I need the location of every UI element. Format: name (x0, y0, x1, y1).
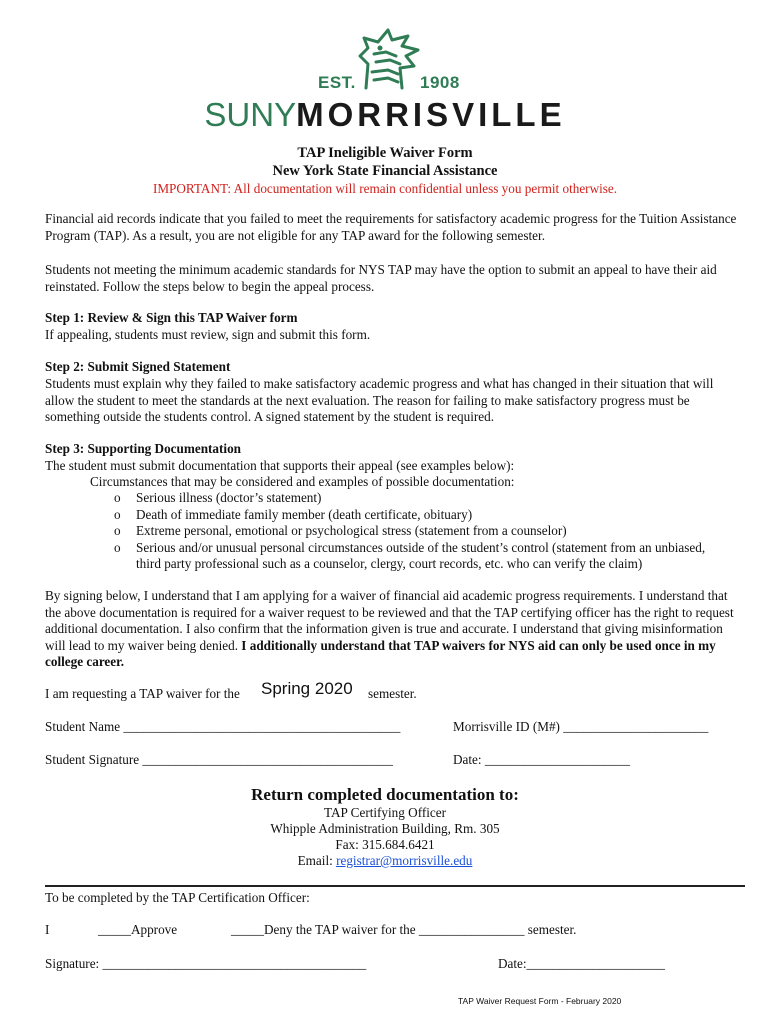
approve-field[interactable]: _____Approve (98, 922, 178, 937)
step2-body: Students must explain why they failed to make satisfactory academic progress and what has changed in their situation that will allow the student to meet the standards at the next evaluation. The reason for failing to make satisfactory progress must be something outside the students control. A signed statement by the student is required. (45, 376, 714, 425)
list-item-text: Extreme personal, emotional or psychological stress (statement from a counselor) (136, 523, 567, 539)
agreement-paragraph (45, 588, 745, 671)
list-item-text: Death of immediate family member (death certificate, obituary) (136, 506, 473, 522)
horse-head-icon (348, 26, 428, 96)
wordmark-name: MORRISVILLE (296, 96, 566, 133)
bullet-marker: o (114, 506, 121, 522)
confidential-notice: IMPORTANT: All documentation will remain confidential unless you permit otherwise. (152, 181, 618, 196)
intro-paragraph-1: Financial aid records indicate that you failed to meet the requirements for satisfactory academic progress for the Tuition Assistance Program (TAP). As a result, you are not eligible for any TAP award for the following semester. (45, 211, 737, 243)
return-heading: Return completed documentation to: (251, 785, 519, 804)
year-label: 1908 (420, 73, 460, 92)
agreement-text: By signing below, I understand that I am applying for a waiver of financial aid academic progress requirements. I understand that the above documentation is required for a waiver request to be reviewed and that the TAP certifying officer has the right to request additional documentation. I also confirm that the information given is true and accurate. I understand that giving misinformation will lead to my waiver being denied. (45, 588, 734, 653)
list-item-text: Serious illness (doctor’s statement) (136, 490, 322, 505)
request-suffix: semester. (368, 686, 417, 701)
step1-body: If appealing, students must review, sign and submit this form. (45, 327, 371, 342)
step3-body: The student must submit documentation that supports their appeal (see examples below): (45, 458, 515, 473)
return-fax: Fax: 315.684.6421 (335, 837, 435, 852)
bullet-marker: o (114, 523, 121, 539)
step2-heading: Step 2: Submit Signed Statement (45, 359, 231, 374)
officer-date-field[interactable]: Date:_____________________ (498, 956, 666, 971)
wordmark-suny: SUNY (204, 96, 297, 133)
step1-heading: Step 1: Review & Sign this TAP Waiver form (45, 310, 298, 325)
list-item (90, 523, 750, 540)
email-link[interactable]: registrar@morrisville.edu (336, 853, 473, 868)
officer-i-label: I (45, 922, 50, 937)
form-subtitle: New York State Financial Assistance (272, 163, 498, 179)
officer-heading: To be completed by the TAP Certification Officer: (45, 890, 310, 905)
bullet-marker: o (114, 490, 121, 505)
morrisville-id-field[interactable]: Morrisville ID (M#) ______________________ (453, 719, 709, 734)
est-label: EST. (318, 73, 356, 92)
return-recipient: TAP Certifying Officer (324, 805, 446, 820)
request-prefix: I am requesting a TAP waiver for the (45, 686, 240, 701)
bullet-marker: o (114, 539, 121, 555)
return-email-line (0, 853, 770, 869)
return-building: Whipple Administration Building, Rm. 305 (270, 821, 500, 836)
section-divider (45, 885, 745, 887)
student-signature-field[interactable]: Student Signature ______________________________________ (45, 752, 393, 767)
list-item (90, 540, 750, 573)
list-item (90, 490, 750, 507)
list-item (90, 507, 750, 524)
agreement-bold-text: I additionally understand that TAP waivers for NYS aid can only be used once in my college career. (45, 637, 716, 670)
intro-paragraph-2: Students not meeting the minimum academic standards for NYS TAP may have the option to submit an appeal to have their aid reinstated. Follow the steps below to begin the appeal process. (45, 262, 717, 294)
list-item-text: Serious and/or unusual personal circumstances outside of the student’s control (statement from an unbiased, third party professional such as a counselor, clergy, court records, etc. who can verify the claim) (136, 539, 706, 572)
step3-heading: Step 3: Supporting Documentation (45, 441, 242, 456)
student-name-field[interactable]: Student Name __________________________________________ (45, 719, 401, 734)
college-logo (0, 20, 770, 133)
wordmark (0, 96, 770, 134)
deny-field[interactable]: _____Deny the TAP waiver for the ________________ semester. (231, 922, 577, 937)
date-field[interactable]: Date: ______________________ (453, 752, 630, 767)
step3-subheading: Circumstances that may be considered and examples of possible documentation: (90, 474, 515, 489)
semester-field[interactable]: Spring 2020 (261, 679, 353, 698)
page-footer: TAP Waiver Request Form - February 2020 (458, 996, 622, 1006)
email-label: Email: (297, 853, 337, 868)
documentation-list (90, 490, 750, 573)
officer-signature-field[interactable]: Signature: ________________________________________ (45, 956, 367, 971)
form-title: TAP Ineligible Waiver Form (297, 145, 473, 161)
